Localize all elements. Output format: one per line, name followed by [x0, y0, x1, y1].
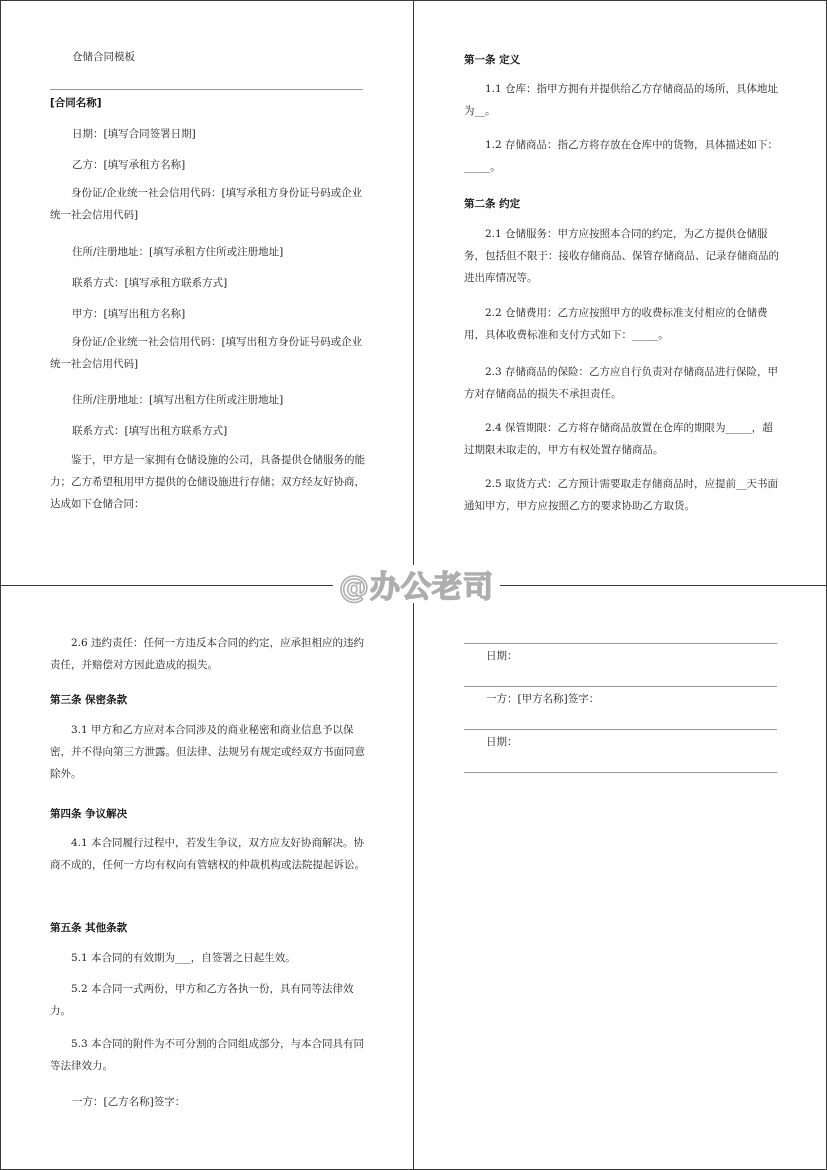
- signature-date-2: 日期：: [486, 736, 518, 748]
- field-address-b: 住所/注册地址：[填写承租方住所或注册地址]: [72, 246, 284, 258]
- clause-5-3: 5.3 本合同的附件为不可分割的合同组成部分，与本合同具有同等法律效力。: [50, 1038, 365, 1072]
- clause-2-2: 2.2 仓储费用：乙方应按照甲方的收费标准支付相应的仓储费用，具体收费标准和支付方式如下：_____。: [464, 307, 768, 341]
- preamble: 鉴于，甲方是一家拥有仓储设施的公司，具备提供仓储服务的能力；乙方希望租用甲方提供的仓储设施进行存储；双方经友好协商，达成如下仓储合同：: [50, 454, 365, 510]
- article-3-title: 第三条 保密条款: [50, 694, 128, 706]
- field-id-a: 身份证/企业统一社会信用代码：[填写出租方身份证号码或企业统一社会信用代码]: [50, 336, 363, 370]
- page-2: [414, 0, 827, 585]
- clause-2-1: 2.1 仓储服务：甲方应按照本合同的约定，为乙方提供仓储服务，包括但不限于：接收存储商品、保管存储商品、记录存储商品的进出库情况等。: [464, 228, 779, 284]
- article-2-title: 第二条 约定: [464, 198, 521, 210]
- signature-rule: [464, 686, 777, 687]
- clause-1-1: 1.1 仓库：指甲方拥有并提供给乙方存储商品的场所，具体地址为__。: [464, 83, 779, 117]
- watermark: @办公老司: [333, 565, 500, 603]
- article-4-title: 第四条 争议解决: [50, 808, 128, 820]
- clause-4-1: 4.1 本合同履行过程中，若发生争议，双方应友好协商解决。协商不成的，任何一方均有权向有管辖权的仲裁机构或法院提起诉讼。: [50, 837, 365, 871]
- field-date: 日期：[填写合同签署日期]: [72, 128, 196, 140]
- field-contact-a: 联系方式：[填写出租方联系方式]: [72, 425, 228, 437]
- doc-title: 仓储合同模板: [72, 51, 135, 63]
- article-5-title: 第五条 其他条款: [50, 922, 128, 934]
- page-4: [414, 586, 827, 1170]
- field-party-a: 甲方：[填写出租方名称]: [72, 308, 186, 320]
- page-1: [0, 0, 413, 585]
- clause-2-6: 2.6 违约责任：任何一方违反本合同的约定，应承担相应的违约责任，并赔偿对方因此造成的损失。: [50, 637, 365, 671]
- title-divider: [50, 89, 363, 90]
- clause-2-3: 2.3 存储商品的保险：乙方应自行负责对存储商品进行保险，甲方对存储商品的损失不承担责任。: [464, 366, 779, 400]
- field-id-b: 身份证/企业统一社会信用代码：[填写承租方身份证号码或企业统一社会信用代码]: [50, 187, 363, 221]
- signature-party-b: 一方：[乙方名称]签字：: [72, 1096, 186, 1108]
- clause-1-2: 1.2 存储商品：指乙方将存放在仓库中的货物，具体描述如下：_____。: [464, 139, 779, 173]
- clause-2-4: 2.4 保管期限：乙方将存储商品放置在仓库的期限为_____，超过期限未取走的，甲方有权处置存储商品。: [464, 422, 773, 456]
- clause-5-1: 5.1 本合同的有效期为___，自签署之日起生效。: [71, 952, 296, 964]
- clause-5-2: 5.2 本合同一式两份，甲方和乙方各执一份，具有同等法律效力。: [50, 983, 354, 1017]
- signature-party-a: 一方：[甲方名称]签字：: [486, 693, 600, 705]
- field-address-a: 住所/注册地址：[填写出租方住所或注册地址]: [72, 394, 284, 406]
- signature-rule: [464, 729, 777, 730]
- signature-date-1: 日期：: [486, 650, 518, 662]
- field-contact-b: 联系方式：[填写承租方联系方式]: [72, 277, 228, 289]
- clause-2-5: 2.5 取货方式：乙方预计需要取走存储商品时，应提前__天书面通知甲方，甲方应按照乙方的要求协助乙方取货。: [464, 478, 779, 512]
- article-1-title: 第一条 定义: [464, 54, 521, 66]
- signature-rule: [464, 772, 777, 773]
- clause-3-1: 3.1 甲方和乙方应对本合同涉及的商业秘密和商业信息予以保密，并不得向第三方泄露。但法律、法规另有规定或经双方书面同意除外。: [50, 724, 365, 780]
- signature-rule: [464, 643, 777, 644]
- page-3: [0, 586, 413, 1170]
- contract-name: [合同名称]: [50, 97, 102, 109]
- field-party-b: 乙方：[填写承租方名称]: [72, 159, 186, 171]
